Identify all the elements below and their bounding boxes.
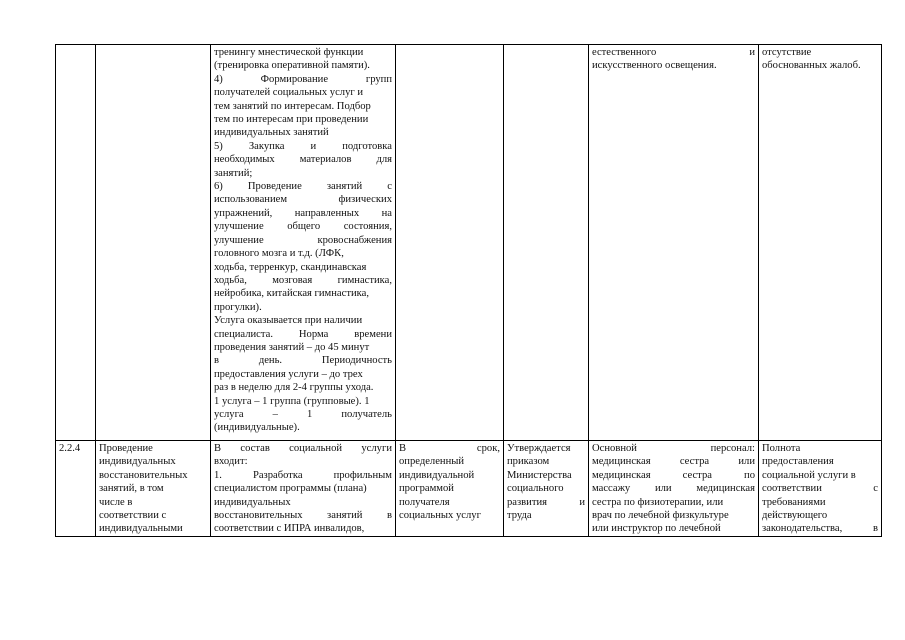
text-line: головного мозга и т.д. (ЛФК, <box>214 248 344 260</box>
text-line: требованиями <box>762 496 826 508</box>
cell-service-name <box>96 45 211 441</box>
text-line: социальных услуг <box>399 510 481 522</box>
text-line: Министерства <box>507 469 572 481</box>
cell-number <box>56 45 96 441</box>
cell-service-content <box>211 441 396 537</box>
text-line: восстановительных занятий в <box>214 510 392 522</box>
text-line: Утверждается <box>507 443 571 454</box>
text-line: индивидуальных занятий <box>214 127 329 139</box>
text-line: социального <box>507 483 564 495</box>
text-line: получателей социальных услуг и <box>214 87 364 99</box>
text-line: индивидуальными <box>99 523 183 535</box>
text-line: услуга – 1 получатель <box>214 408 392 420</box>
text-line: индивидуальных <box>214 496 291 508</box>
text-line: труда <box>507 510 532 522</box>
text-line: искусственного освещения. <box>592 60 717 72</box>
text-line: нейробика, китайская гимнастика, <box>214 288 369 300</box>
text-line: законодательства, в <box>762 523 878 535</box>
text-line: приказом <box>507 456 550 468</box>
text-line: соответствии с <box>762 483 878 495</box>
cell-quality <box>759 45 882 441</box>
text-line: соответствии с ИПРА инвалидов, <box>214 523 365 535</box>
text-line: отсутствие <box>762 47 812 58</box>
text-line: естественного и <box>592 47 755 58</box>
cell-conditions <box>589 441 759 537</box>
text-line: 6) Проведение занятий с <box>214 181 392 193</box>
text-line: или инструктор по лечебной <box>592 523 721 535</box>
text-line: 1. Разработка профильным <box>214 469 392 481</box>
text-line: обоснованных жалоб. <box>762 60 861 72</box>
text-line: восстановительных <box>99 469 188 481</box>
text-line: (тренировка оперативной памяти). <box>214 60 370 72</box>
text-line: (индивидуальные). <box>214 422 300 434</box>
text-line: специалиста. Норма времени <box>214 328 392 340</box>
text-line: определенный <box>399 456 465 468</box>
cell-term <box>396 45 504 441</box>
text-line: занятий, в том <box>99 483 164 495</box>
cell-quality <box>759 441 882 537</box>
text-line: специалистом программы (плана) <box>214 483 367 495</box>
text-line: 1 услуга – 1 группа (групповые). 1 <box>214 395 370 407</box>
text-line: упражнений, направленных на <box>214 207 392 219</box>
text-line: ходьба, мозговая гимнастика, <box>214 274 392 286</box>
text-line: социальной услуги в <box>762 469 856 481</box>
cell-norm <box>504 45 589 441</box>
text-line: использованием физических <box>214 194 392 206</box>
text-line: развития и <box>507 496 585 508</box>
cell-norm <box>504 441 589 537</box>
text-line: занятий; <box>214 167 253 179</box>
cell-conditions <box>589 45 759 441</box>
text-line: Основной персонал: <box>592 443 755 454</box>
text-line: в день. Периодичность <box>214 355 392 367</box>
text-line: числе в <box>99 496 133 508</box>
text-line: Полнота <box>762 443 801 454</box>
cell-service-name <box>96 441 211 537</box>
text-line: Проведение <box>99 443 153 454</box>
cell-service-content <box>211 45 396 441</box>
text-line: улучшение общего состояния, <box>214 221 392 233</box>
text-line: индивидуальной <box>399 469 475 481</box>
text-line: ходьба, терренкур, скандинавская <box>214 261 367 273</box>
text-line: предоставления <box>762 456 834 468</box>
text-line: улучшение кровоснабжения <box>214 234 392 246</box>
text-line: тем по интересам при проведении <box>214 114 369 126</box>
text-line: необходимых материалов для <box>214 154 392 166</box>
text-line: медицинская сестра или <box>592 456 755 468</box>
text-line: индивидуальных <box>99 456 176 468</box>
services-table <box>55 44 882 537</box>
text-line: В срок, <box>399 443 500 454</box>
text-line: программой <box>399 483 454 495</box>
text-line: соответствии с <box>99 510 167 522</box>
text-line: раз в неделю для 2-4 группы ухода. <box>214 382 374 394</box>
text-line: действующего <box>762 510 828 522</box>
text-line: тренингу мнестической функции <box>214 47 364 58</box>
text-line: массажу или медицинская <box>592 483 755 495</box>
text-line: медицинская сестра по <box>592 469 755 481</box>
text-line: В состав социальной услуги <box>214 443 392 454</box>
text-line: прогулки). <box>214 301 262 313</box>
text-line: 4) Формирование групп <box>214 73 392 85</box>
table-row-continuation <box>56 45 882 441</box>
text-line: получателя <box>399 496 450 508</box>
text-line: тем занятий по интересам. Подбор <box>214 100 371 112</box>
text-line: проведения занятий – до 45 минут <box>214 341 370 353</box>
text-line: 5) Закупка и подготовка <box>214 140 392 152</box>
cell-term <box>396 441 504 537</box>
text-line: Услуга оказывается при наличии <box>214 315 363 327</box>
table-row-2-2-4 <box>56 441 882 537</box>
cell-number: 2.2.4 <box>56 441 96 537</box>
text-line: предоставления услуги – до трех <box>214 368 363 380</box>
text-line: входит: <box>214 456 248 468</box>
text-line: врач по лечебной физкультуре <box>592 510 729 522</box>
text-line: сестра по физиотерапии, или <box>592 496 724 508</box>
